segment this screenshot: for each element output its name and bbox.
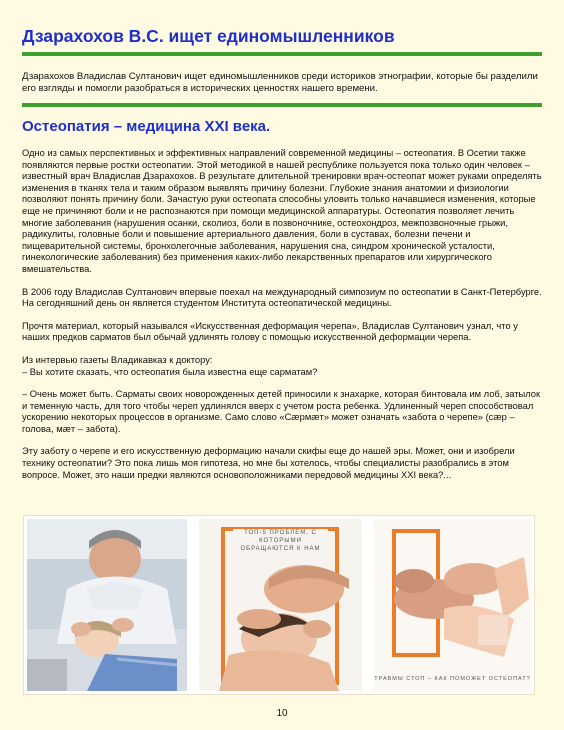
interview-answer: – Очень может быть. Сарматы своих новорожденных детей приносили к знахарке, которая бинтовала им лоб, затылок и теменную часть, для того чтобы череп удлинялся вверх с учетом роста ребенка. Удлиненный череп способствовал ускорению некоторых процессов в организме. Само слово «Сæрмæт» может означать «забота о черепе» (сæр – голова, мæт – забота). xyxy=(22,389,541,434)
article-paragraph: Прочтя материал, который назывался «Искусственная деформация черепа», Владислав Султанович узнал, что у наших предков сарматов был обычай удлинять голову с помощью искусственной деформации черепа. xyxy=(22,320,518,343)
interview-intro: Из интервью газеты Владикавказ к доктору: xyxy=(22,354,213,365)
foot-treatment-illustration xyxy=(374,539,531,669)
article-title: Остеопатия – медицина XXI века. xyxy=(22,118,271,135)
head-massage-illustration xyxy=(199,559,362,691)
photo-doctor-with-child xyxy=(27,519,187,691)
poster-caption: ТОП-5 ПРОБЛЕМ, С КОТОРЫМИ ОБРАЩАЮТСЯ К НАМ xyxy=(233,529,328,553)
green-divider-bottom xyxy=(22,103,542,107)
page-title: Дзарахохов В.С. ищет единомышленников xyxy=(22,26,395,46)
poster-top5-problems xyxy=(199,519,362,691)
poster-foot-injuries xyxy=(374,519,531,691)
intro-paragraph: Дзарахохов Владислав Султанович ищет единомышленников среди историков этнографии, которые бы разделили его взгляды и помогли разобраться в исторических ценностях нашего времени. xyxy=(22,71,538,94)
article-body xyxy=(22,148,544,492)
photo-strip xyxy=(23,515,535,695)
green-divider-top xyxy=(22,52,542,56)
doctor-child-illustration xyxy=(27,519,187,691)
article-paragraph: Одно из самых перспективных и эффективных направлений современной медицины – остеопатия. В Осетии также появляются первые ростки остеопатии. Этой методикой в нашей республике пользуется пока только один человек – известный врач Владислав Дзарахохов. В результате длительной тренировки врач-остеопат может руками определять изменения в тканях тела и таким образом выявлять причину болезни. Глубокие знания анатомии и физиологии позволяют понять причину боли. Зачастую руки остеопата способны уловить только начавшиеся изменения, которые еще не причиняют боли и не распознаются при помощи медицинской аппаратуры. Остеопатия позволяет лечить многие заболевания (нарушения осанки, сколиоз, боли в позвоночнике, остеохондроз, межпозвоночные грыжи, радикулиты, головные боли и повышение артериального давления, боли в суставах, болезни печени и пищеварительной системы, бронхолегочные заболевания, нарушения сна, синдром хронической усталости, гинекологические заболевания) без применения каких-либо лекарственных препаратов или хирургического вмешательства. xyxy=(22,148,542,274)
page-number: 10 xyxy=(276,708,288,719)
poster-caption: ТРАВМЫ СТОП – КАК ПОМОЖЕТ ОСТЕОПАТ? xyxy=(374,676,531,682)
interview-question: – Вы хотите сказать, что остеопатия была известна еще сарматам? xyxy=(22,366,318,377)
article-paragraph: В 2006 году Владислав Султанович впервые поехал на международный симпозиум по остеопатии в Санкт-Петербурге. На сегодняшний день он является студентом Института остеопатической медицины. xyxy=(22,286,542,309)
article-paragraph: Эту заботу о черепе и его искусственную деформацию начали скифы еще до нашей эры. Может, они и изобрели технику остеопатии? Это пока лишь моя гипотеза, но мне бы хотелось, чтобы специалисты разобрались в этом вопросе. Может, это наши предки являются основоположниками передовой медицины XXI века?... xyxy=(22,446,515,480)
